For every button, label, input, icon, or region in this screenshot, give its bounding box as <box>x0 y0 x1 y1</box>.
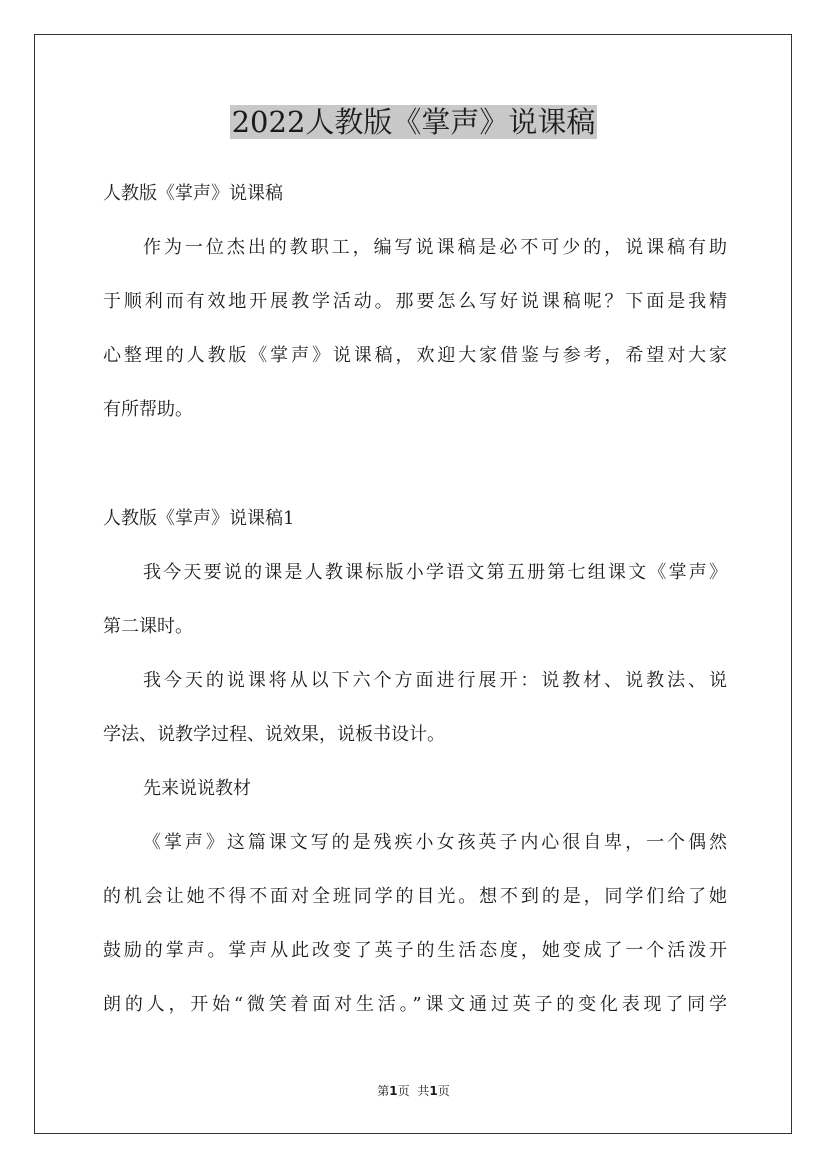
document-subtitle: 人教版《掌声》说课稿 <box>103 183 283 204</box>
para4-line-1: 《掌声》这篇课文写的是残疾小女孩英子内心很自卑，一个偶然 <box>143 832 727 853</box>
footer-page-prefix: 第 <box>377 1084 390 1098</box>
intro-line-4: 有所帮助。 <box>103 399 193 420</box>
para4-line-3: 鼓励的掌声。掌声从此改变了英子的生活态度，她变成了一个活泼开 <box>103 940 727 961</box>
para1-line-2: 第二课时。 <box>103 616 193 637</box>
section-heading: 人教版《掌声》说课稿1 <box>103 508 295 529</box>
intro-line-3: 心整理的人教版《掌声》说课稿，欢迎大家借鉴与参考，希望对大家 <box>103 345 727 366</box>
document-title <box>0 100 827 144</box>
intro-line-2: 于顺利而有效地开展教学活动。那要怎么写好说课稿呢？下面是我精 <box>103 291 727 312</box>
para1-line-1: 我今天要说的课是人教课标版小学语文第五册第七组课文《掌声》 <box>143 562 727 583</box>
intro-line-1: 作为一位杰出的教职工，编写说课稿是必不可少的，说课稿有助 <box>143 237 727 258</box>
para3-heading: 先来说说教材 <box>143 778 251 799</box>
footer-total-prefix: 共 <box>417 1084 430 1098</box>
para2-line-2: 学法、说教学过程、说效果，说板书设计。 <box>103 724 445 745</box>
para4-line-2: 的机会让她不得不面对全班同学的目光。想不到的是，同学们给了她 <box>103 886 727 907</box>
footer-total-suffix: 页 <box>437 1084 450 1098</box>
page-footer <box>0 1083 827 1099</box>
para2-line-1: 我今天的说课将从以下六个方面进行展开：说教材、说教法、说 <box>143 670 727 691</box>
footer-page-total: 1 <box>429 1084 438 1098</box>
para4-line-4: 朗的人，开始“微笑着面对生活。”课文通过英子的变化表现了同学 <box>103 994 727 1015</box>
footer-page-current: 1 <box>389 1084 398 1098</box>
footer-page-suffix: 页 <box>397 1084 410 1098</box>
document-title-text: 2022人教版《掌声》说课稿 <box>231 105 596 139</box>
